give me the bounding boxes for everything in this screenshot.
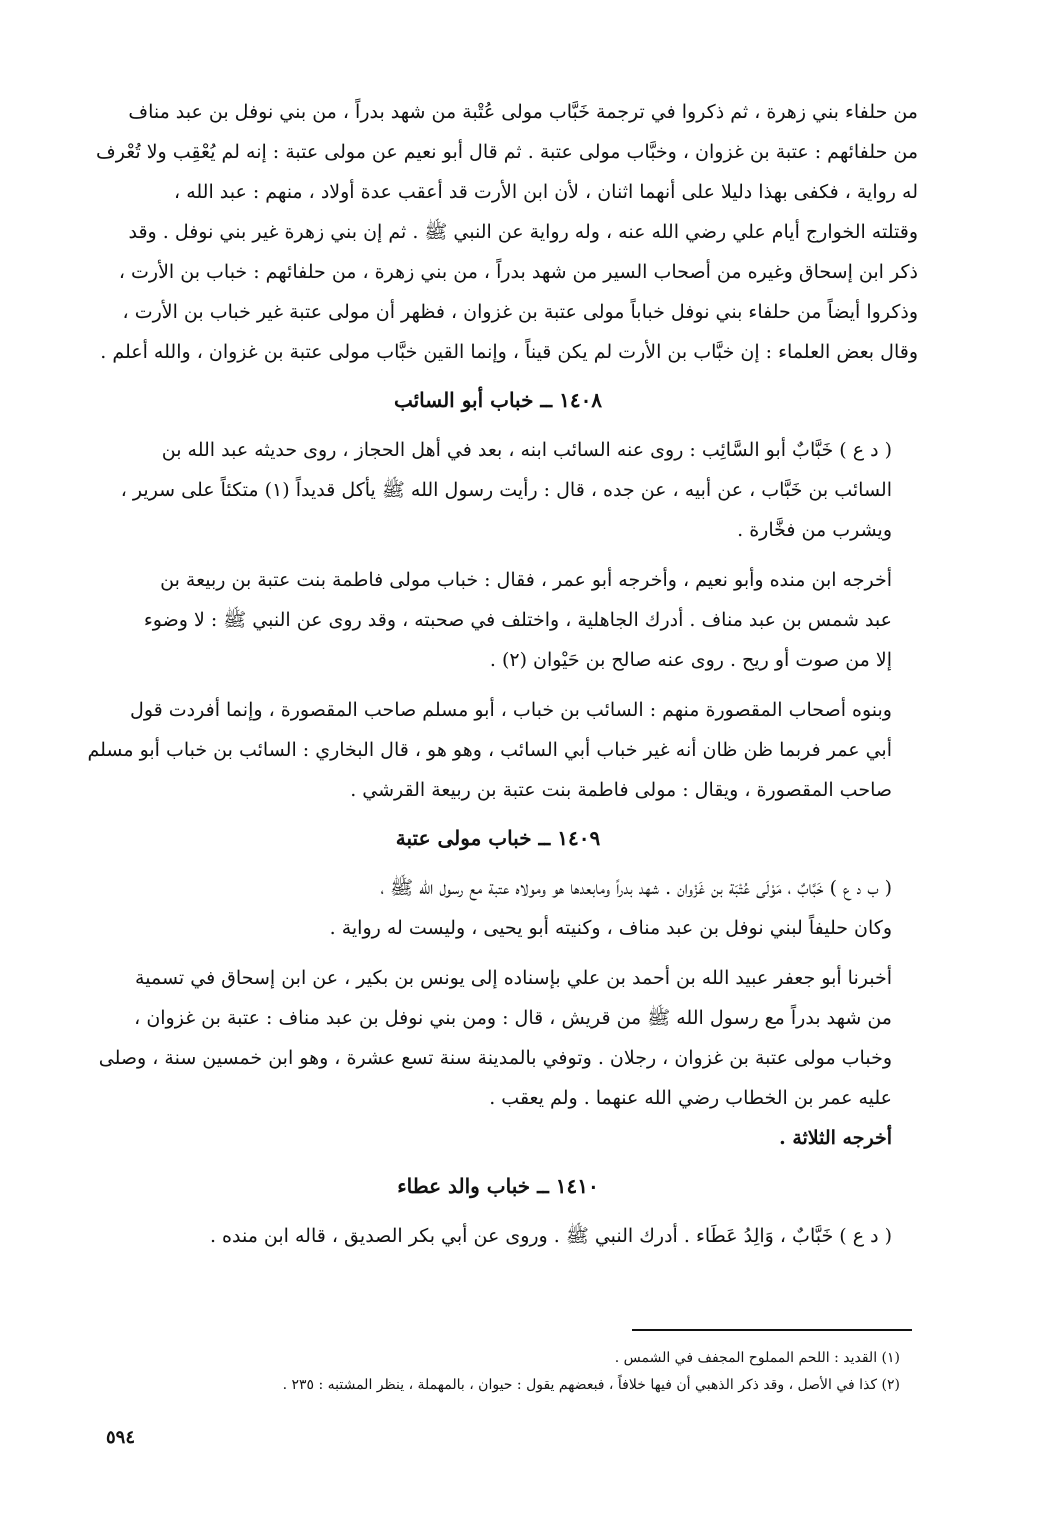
text-line: ذكر ابن إسحاق وغيره من أصحاب السير من شهد بدراً ، من بني زهرة ، من حلفائهم : خباب بن الأرت ، bbox=[118, 261, 918, 283]
text-line: ويشرب من فخَّارة . bbox=[737, 519, 892, 541]
footnotes bbox=[110, 1345, 900, 1399]
entry-heading-1409: ١٤٠٩ ــ خباب مولى عتبة bbox=[395, 826, 601, 850]
text-line: وقتلته الخوارج أيام علي رضي الله عنه ، وله رواية عن النبي ﷺ . ثم إن بني زهرة غير بني نوفل . وقد bbox=[128, 221, 918, 243]
text-line: عبد شمس بن عبد مناف . أدرك الجاهلية ، واختلف في صحبته ، وقد روى عن النبي ﷺ : لا وضوء bbox=[143, 609, 892, 631]
text-line: أخرجه ابن منده وأبو نعيم ، وأخرجه أبو عمر ، فقال : خباب مولى فاطمة بنت عتبة بن ربيعة بن bbox=[160, 569, 892, 591]
text-line: أبي عمر فربما ظن ظان أنه غير خباب أبي السائب ، وهو هو ، قال البخاري : السائب بن خباب أبو مسلم bbox=[87, 739, 892, 761]
text-line: إلا من صوت أو ريح . روى عنه صالح بن حَيْوان (٢) . bbox=[489, 649, 892, 671]
entry-1408-paragraph bbox=[78, 430, 918, 550]
text-line: صاحب المقصورة ، ويقال : مولى فاطمة بنت عتبة بن ربيعة القرشي . bbox=[350, 779, 892, 801]
entry-heading-1408: ١٤٠٨ ــ خباب أبو السائب bbox=[393, 388, 603, 412]
text-line: عليه عمر بن الخطاب رضي الله عنهما . ولم يعقب . bbox=[489, 1087, 892, 1109]
text-line: ( د ع ) خَبَّابٌ ، وَالِدُ عَطَاء . أدرك النبي ﷺ . وروى عن أبي بكر الصديق ، قاله ابن منده . bbox=[209, 1225, 892, 1247]
footnote-1: (١) القديد : اللحم المملوح المجفف في الشمس . bbox=[614, 1350, 900, 1366]
entry-1408-paragraph bbox=[78, 560, 918, 680]
entry-1410-paragraph bbox=[78, 1216, 918, 1256]
text-line: من حلفاء بني زهرة ، ثم ذكروا في ترجمة خَبَّاب مولى عُتْبة من شهد بدراً ، من بني نوفل بن عبد مناف bbox=[128, 101, 918, 123]
footnote-divider bbox=[632, 1329, 912, 1331]
page-number: ٥٩٤ bbox=[106, 1427, 136, 1448]
text-line: ( ب د ع ) خَبَّابٌ ، مَوْلَى عُتْبَة بن غَزْوان . شهد بدراً ومابعدها هو ومولاه عتبة مع رسول الله ﷺ ، bbox=[380, 877, 892, 899]
footnote-2: (٢) كذا في الأصل ، وقد ذكر الذهبي أن فيها خلافاً ، فبعضهم يقول : حيوان ، بالمهملة ، ينظر المشتبه : ٢٣٥ . bbox=[282, 1377, 900, 1393]
text-line: من حلفائهم : عتبة بن غزوان ، وخبَّاب مولى عتبة . ثم قال أبو نعيم عن مولى عتبة : إنه لم يُعْقِب ولا تُعْرف bbox=[96, 141, 918, 163]
continuation-paragraph bbox=[78, 92, 918, 372]
text-line: وخباب مولى عتبة بن غزوان ، رجلان . وتوفي بالمدينة سنة تسع عشرة ، وهو ابن خمسين سنة ، وصلى bbox=[98, 1047, 892, 1069]
text-line: أخبرنا أبو جعفر عبيد الله بن أحمد بن علي بإسناده إلى يونس بن بكير ، عن ابن إسحاق في تسمية bbox=[135, 967, 892, 989]
text-line: السائب بن خَبَّاب ، عن أبيه ، عن جده ، قال : رأيت رسول الله ﷺ يأكل قديداً (١) متكئاً على سرير ، bbox=[120, 479, 892, 501]
entry-1409-paragraph bbox=[78, 868, 918, 948]
entry-heading-1410: ١٤١٠ ــ خباب والد عطاء bbox=[397, 1174, 599, 1198]
text-line: وقال بعض العلماء : إن خبَّاب بن الأرت لم يكن قيناً ، وإنما القين خبَّاب مولى عتبة بن غزوان ، والله أعلم . bbox=[100, 341, 918, 363]
text-line: وبنوه أصحاب المقصورة منهم : السائب بن خباب ، أبو مسلم صاحب المقصورة ، وإنما أفردت قول bbox=[130, 699, 892, 721]
entry-1409-closing: أخرجه الثلاثة . bbox=[779, 1127, 892, 1149]
text-line: ( د ع ) خَبَّابٌ أبو السَّائِب : روى عنه السائب ابنه ، بعد في أهل الحجاز ، روى حديثه عبد الله بن bbox=[161, 439, 892, 461]
entry-1409-paragraph bbox=[78, 958, 918, 1118]
entry-1408-paragraph bbox=[78, 690, 918, 810]
page-body bbox=[78, 92, 918, 1256]
text-line: وذكروا أيضاً من حلفاء بني نوفل خباباً مولى عتبة بن غزوان ، فظهر أن مولى عتبة غير خباب بن الأرت ، bbox=[122, 301, 918, 323]
text-line: له رواية ، فكفى بهذا دليلا على أنهما اثنان ، لأن ابن الأرت قد أعقب عدة أولاد ، منهم : عبد الله ، bbox=[174, 181, 918, 203]
text-line: من شهد بدراً مع رسول الله ﷺ من قريش ، قال : ومن بني نوفل بن عبد مناف : عتبة بن غزوان ، bbox=[134, 1007, 892, 1029]
text-line: وكان حليفاً لبني نوفل بن عبد مناف ، وكنيته أبو يحيى ، وليست له رواية . bbox=[329, 917, 892, 939]
